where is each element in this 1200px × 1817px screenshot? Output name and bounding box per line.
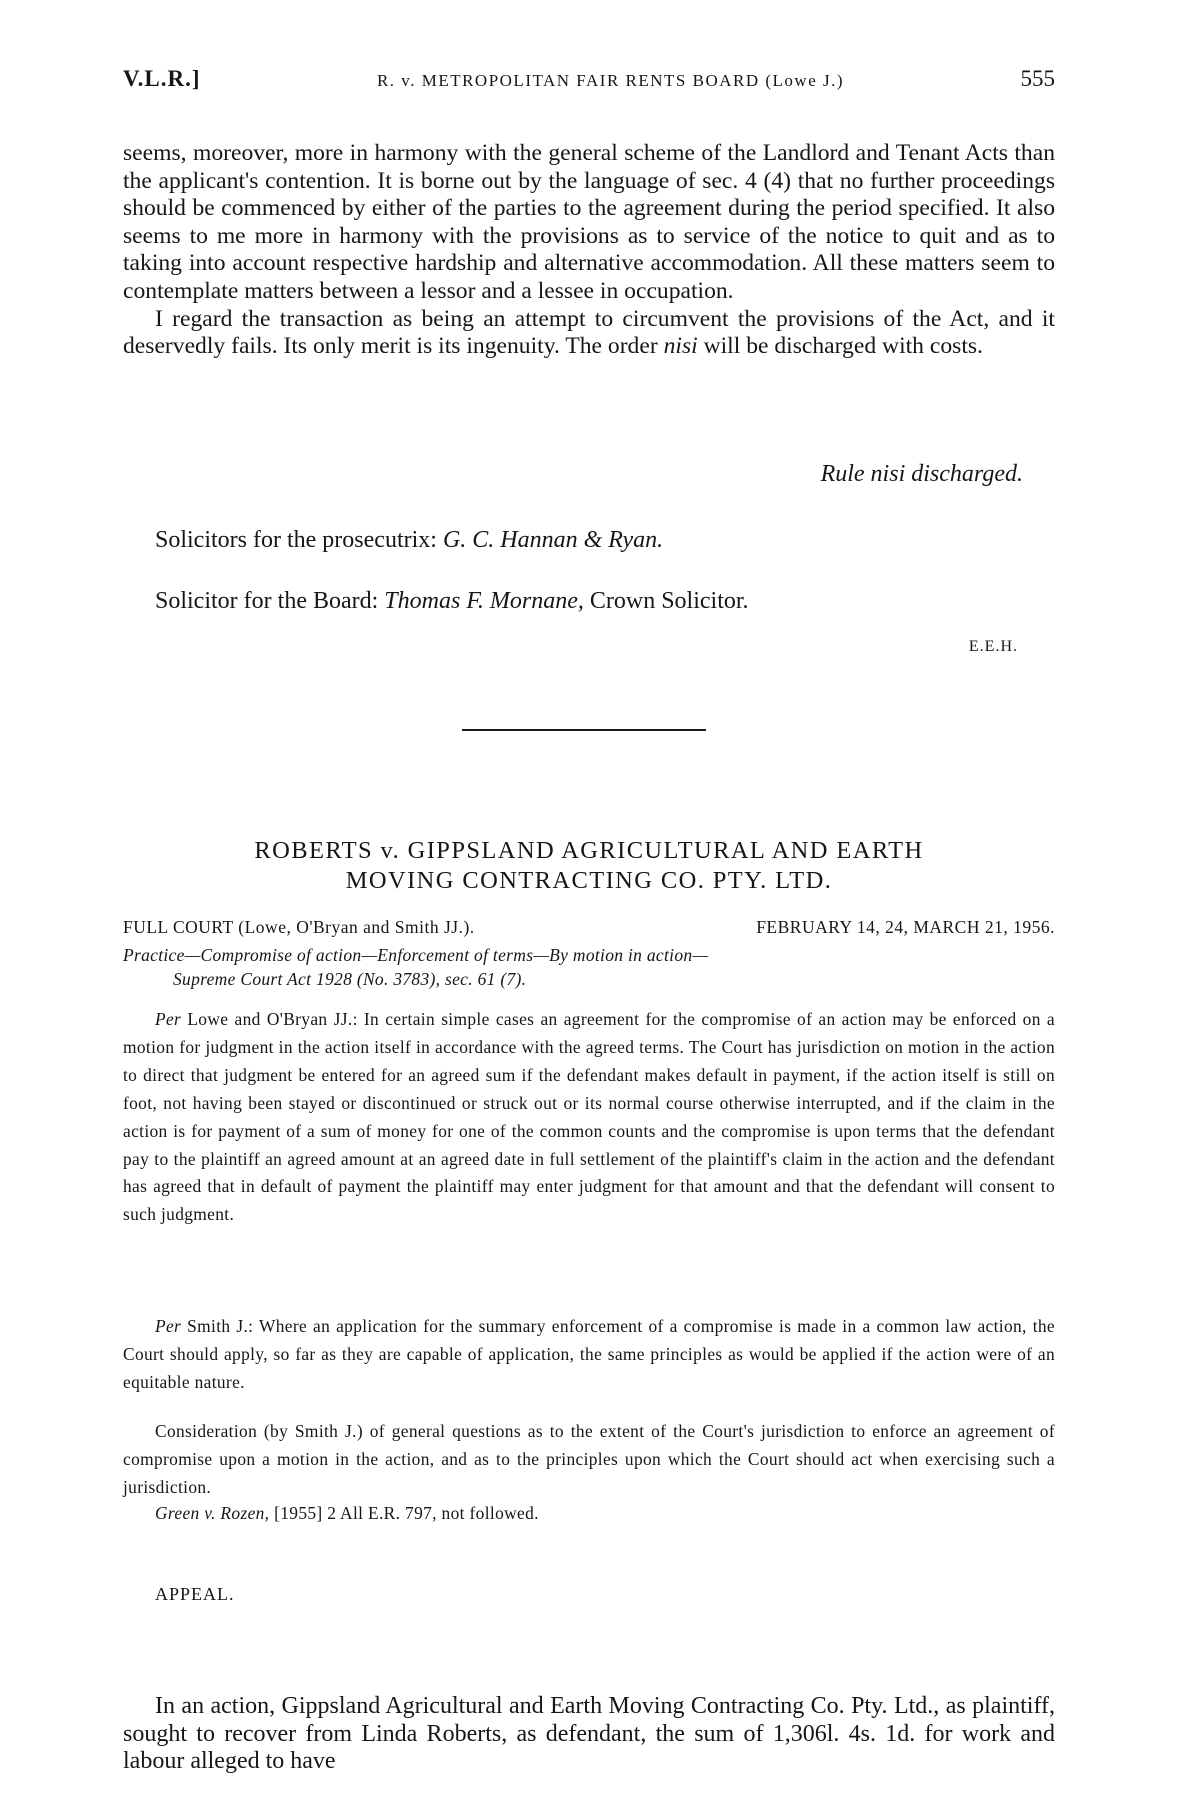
- hearing-dates: FEBRUARY 14, 24, MARCH 21, 1956.: [756, 917, 1055, 937]
- running-title: R. v. METROPOLITAN FAIR RENTS BOARD (Lowe J.): [376, 71, 845, 90]
- court-bench: FULL COURT (Lowe, O'Bryan and Smith JJ.).: [123, 917, 475, 937]
- court-and-dates: [123, 917, 1055, 938]
- nisi-italic: nisi: [663, 333, 698, 360]
- case-title-line-2: MOVING CONTRACTING CO. PTY. LTD.: [345, 867, 833, 894]
- solicitor-board: Solicitor for the Board: Thomas F. Mornane, Crown Solicitor.: [155, 588, 749, 614]
- solicitors-prosecutrix: Solicitors for the prosecutrix: G. C. Hannan & Ryan.: [155, 527, 664, 553]
- judgment-paragraph-1: seems, moreover, more in harmony with the general scheme of the Landlord and Tenant Acts than the applicant's contention. It is borne out by the language of sec. 4 (4) that no further proceedings should be commenced by either of the parties to the agreement during the period specified. It also seems to me more in harmony with the provisions as to service of the notice to quit and as to taking into account respective hardship and alternative accommodation. All these matters seem to contemplate matters between a lessor and a lessee in occupation.: [123, 140, 1055, 304]
- cited-case: Green v. Rozen,: [155, 1503, 270, 1523]
- rule-nisi-discharged: Rule nisi discharged.: [820, 461, 1023, 487]
- headnote-paragraph-2: Per Smith J.: Where an application for the summary enforcement of a compromise is made in a common law action, the Court should apply, so far as they are capable of application, the same principles as would be applied if the action were of an equitable nature.: [123, 1316, 1055, 1392]
- catchwords-line-1: Practice—Compromise of action—Enforcement of terms—By motion in action—: [123, 945, 709, 965]
- headnote-paragraph-4: Green v. Rozen, [1955] 2 All E.R. 797, not followed.: [155, 1503, 539, 1523]
- running-header: [123, 66, 1055, 100]
- report-abbreviation: V.L.R.]: [123, 66, 201, 91]
- headnote-paragraph-3: Consideration (by Smith J.) of general questions as to the extent of the Court's jurisdiction to enforce an agreement of compromise upon a motion in the action, and as to the principles upon which the Court should act when exercising such a jurisdiction.: [123, 1421, 1055, 1497]
- judgment-opening: In an action, Gippsland Agricultural and Earth Moving Contracting Co. Pty. Ltd., as plaintiff, sought to recover from Linda Roberts, as defendant, the sum of 1,306l. 4s. 1d. for work and labour alleged to have: [123, 1693, 1055, 1774]
- case-title-line-1: ROBERTS v. GIPPSLAND AGRICULTURAL AND EARTH: [254, 837, 924, 864]
- judgment-paragraph-2: I regard the transaction as being an attempt to circumvent the provisions of the Act, and it deservedly fails. Its only merit is its ingenuity. The order nisi will be discharged with costs.: [123, 305, 1055, 360]
- headnote-paragraph-1: Per Lowe and O'Bryan JJ.: In certain simple cases an agreement for the compromise of an action may be enforced on a motion for judgment in the action itself in accordance with the agreed terms. The Court has jurisdiction on motion in the action to direct that judgment be entered for an agreed sum if the defendant makes default in payment, if the action itself is still on foot, not having been stayed or discontinued or struck out or its normal course otherwise interrupted, and if the claim in the action is for payment of a sum of money for one of the common counts and the compromise is upon terms that the defendant pay to the plaintiff an agreed amount at an agreed date in full settlement of the plaintiff's claim in the action and the defendant has agreed that in default of payment the plaintiff may enter judgment for that amount and that the defendant will consent to such judgment.: [123, 1009, 1055, 1225]
- appeal-heading: APPEAL.: [155, 1584, 235, 1604]
- catchwords: [123, 943, 1055, 991]
- page-number: 555: [1020, 66, 1055, 91]
- section-divider: [462, 729, 706, 731]
- case-title: [123, 836, 1055, 896]
- catchwords-line-2: Supreme Court Act 1928 (No. 3783), sec. 61 (7).: [173, 969, 527, 989]
- judgment-text: [123, 140, 1055, 361]
- reporter-initials: E.E.H.: [968, 638, 1018, 655]
